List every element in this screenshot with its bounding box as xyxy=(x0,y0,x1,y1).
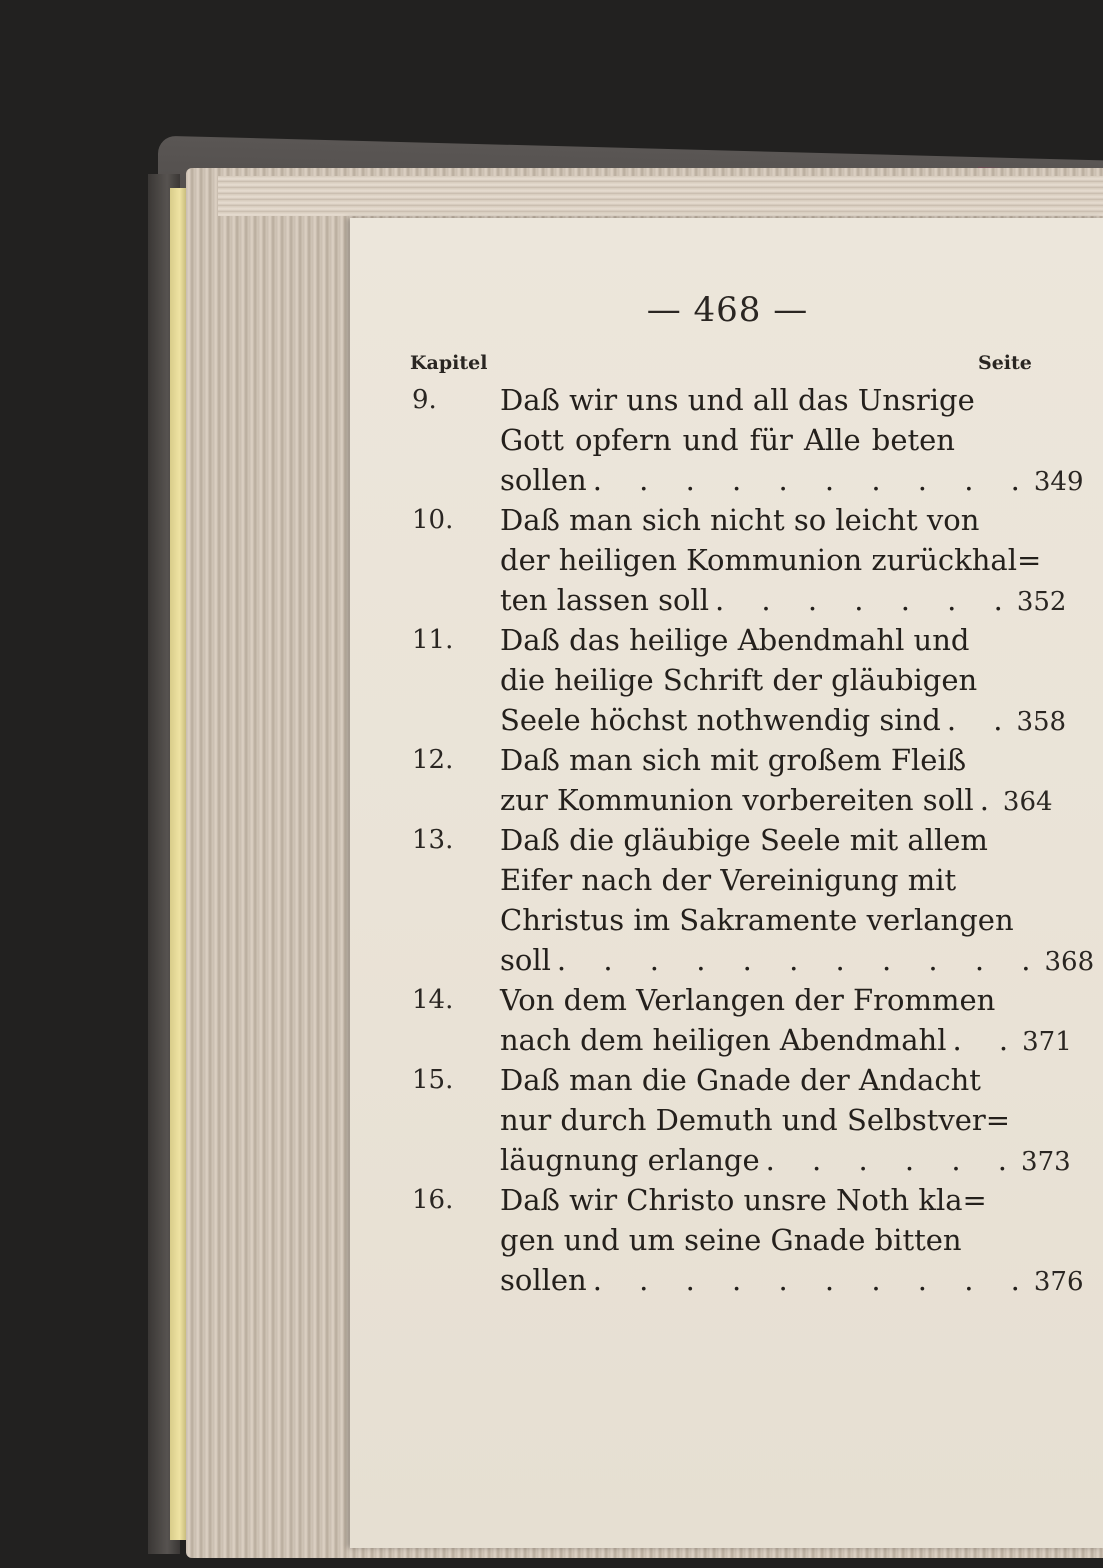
chapter-number: 16. xyxy=(412,1185,454,1215)
page-reference: 352 xyxy=(1016,587,1067,617)
entry-title-line: die heilige Schrift der gläubigen xyxy=(500,663,978,697)
toc-entry xyxy=(352,820,1103,980)
leader-dots: . . xyxy=(946,703,1017,737)
entry-last-line xyxy=(500,940,1095,980)
leader-dots: . . . . . . . . . . xyxy=(592,1263,1034,1297)
entry-title-line: Von dem Verlangen der Frommen xyxy=(500,983,996,1017)
leader-dots: . . . . . . xyxy=(765,1143,1022,1177)
column-header-seite: Seite xyxy=(978,352,1032,374)
page-reference: 349 xyxy=(1033,467,1084,497)
chapter-number: 15. xyxy=(412,1065,454,1095)
entry-title-line: Eifer nach der Vereinigung mit xyxy=(500,863,957,897)
chapter-number: 12. xyxy=(412,745,454,775)
toc-entry xyxy=(352,1060,1103,1180)
entry-title-line: Daß wir Christo unsre Noth kla= xyxy=(500,1183,987,1217)
toc-list xyxy=(352,380,1103,1300)
entry-last-line xyxy=(500,460,1084,500)
leader-dots: . . . . . . . . . . . xyxy=(556,943,1045,977)
toc-entry xyxy=(352,620,1103,740)
entry-title-line: gen und um seine Gnade bitten xyxy=(500,1223,962,1257)
chapter-number: 14. xyxy=(412,985,454,1015)
entry-title-line: läugnung erlange xyxy=(500,1143,760,1177)
page-reference: 376 xyxy=(1033,1267,1084,1297)
entry-title-line: zur Kommunion vorbereiten soll xyxy=(500,783,974,817)
entry-title-line: Daß man die Gnade der Andacht xyxy=(500,1063,981,1097)
entry-last-line xyxy=(500,780,1053,820)
toc-entry xyxy=(352,380,1103,500)
column-header-kapitel: Kapitel xyxy=(410,352,488,374)
entry-title-line: der heiligen Kommunion zurückhal= xyxy=(500,543,1042,577)
entry-last-line xyxy=(500,700,1067,740)
entry-title-line: soll xyxy=(500,943,551,977)
chapter-number: 11. xyxy=(412,625,454,655)
entry-last-line xyxy=(500,1140,1071,1180)
entry-title-line: Christus im Sakramente verlangen xyxy=(500,903,1014,937)
chapter-number: 9. xyxy=(412,385,437,415)
entry-title-line: sollen xyxy=(500,1263,587,1297)
toc-entry xyxy=(352,500,1103,620)
entry-title-line: nur durch Demuth und Selbstver= xyxy=(500,1103,1011,1137)
spine-edge xyxy=(170,188,186,1540)
entry-title-line: Seele höchst nothwendig sind xyxy=(500,703,941,737)
page-reference: 371 xyxy=(1022,1027,1072,1057)
page-reference: 368 xyxy=(1044,947,1095,977)
toc-entry xyxy=(352,740,1103,820)
entry-title-line: Daß man sich mit großem Fleiß xyxy=(500,743,967,777)
leader-dots: . . xyxy=(952,1023,1023,1057)
page-edges-top xyxy=(218,176,1103,216)
entry-title-line: Daß das heilige Abendmahl und xyxy=(500,623,970,657)
entry-title-line: ten lassen soll xyxy=(500,583,709,617)
entry-last-line xyxy=(500,580,1067,620)
entry-last-line xyxy=(500,1020,1072,1060)
page-reference: 364 xyxy=(1002,787,1053,817)
entry-title-line: Daß man sich nicht so leicht von xyxy=(500,503,980,537)
chapter-number: 10. xyxy=(412,505,454,535)
entry-last-line xyxy=(500,1260,1084,1300)
entry-title-line: Daß die gläubige Seele mit allem xyxy=(500,823,988,857)
toc-entry xyxy=(352,1180,1103,1300)
entry-title-line: sollen xyxy=(500,463,587,497)
page-number: — 468 — xyxy=(646,290,809,330)
leader-dots: . xyxy=(979,783,1003,817)
page-content xyxy=(352,220,1103,1560)
entry-title-line: Daß wir uns und all das Unsrige xyxy=(500,383,975,417)
page-reference: 373 xyxy=(1021,1147,1071,1177)
leader-dots: . . . . . . . . . . xyxy=(592,463,1034,497)
chapter-number: 13. xyxy=(412,825,454,855)
toc-entry xyxy=(352,980,1103,1060)
page-reference: 358 xyxy=(1016,707,1067,737)
entry-title-line: Gott opfern und für Alle beten xyxy=(500,423,955,457)
entry-title-line: nach dem heiligen Abendmahl xyxy=(500,1023,947,1057)
leader-dots: . . . . . . . xyxy=(715,583,1017,617)
